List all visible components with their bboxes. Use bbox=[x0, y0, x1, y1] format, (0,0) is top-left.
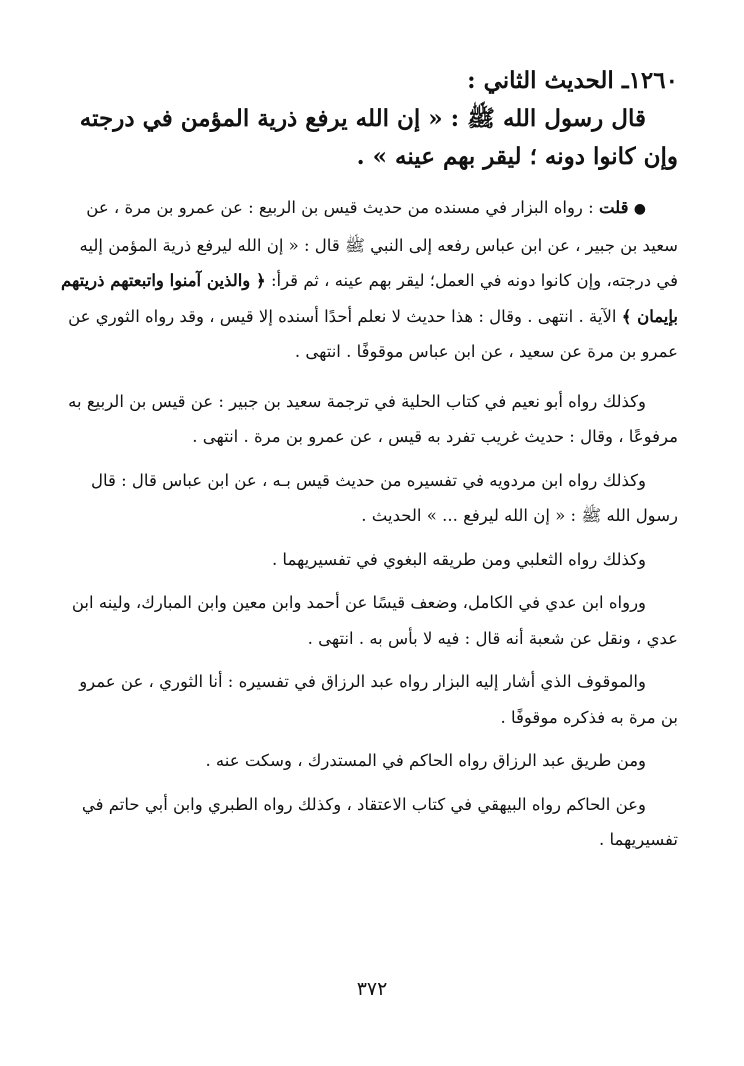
hadith-number: ١٢٦٠ bbox=[628, 67, 678, 94]
hadith-text: قال رسول الله ﷺ : « إن الله يرفع ذرية المؤمن في درجته وإن كانوا دونه ؛ ليقر بهم عينه » . bbox=[79, 105, 678, 170]
narration-paragraph: ورواه ابن عدي في الكامل، وضعف قيسًا عن أحمد وابن معين وابن المبارك، ولينه ابن عدي ، ونقل عن شعبة أنه قال : فيه لا بأس به . انتهى . bbox=[71, 593, 678, 648]
commentary-text-b: الآية . انتهى . وقال : هذا حديث لا نعلم أحدًا أسنده إلا قيس ، وقد رواه الثوري عن عمرو بن مرة عن سعيد ، عن ابن عباس موقوفًا . انتهى . bbox=[68, 306, 678, 361]
narration-paragraph: ومن طريق عبد الرزاق رواه الحاكم في المستدرك ، وسكت عنه . bbox=[205, 751, 646, 770]
page-number: ٣٧٢ bbox=[356, 978, 388, 1000]
hadith-heading bbox=[60, 62, 678, 100]
commentary-text-a: : رواه البزار في مسنده من حديث قيس بن الربيع : عن عمرو بن مرة ، عن سعيد بن جبير ، عن ابن عباس رفعه إلى النبي ﷺ قال : « إن الله ليرفع ذرية المؤمن إليه في درجته، وإن كانوا دونه في العمل؛ ليقر بهم عينه ، ثم قرأ: bbox=[79, 198, 678, 290]
commentary bbox=[60, 190, 678, 370]
narration-paragraph: وكذلك رواه أبو نعيم في كتاب الحلية في ترجمة سعيد بن جبير : عن قيس بن الربيع به مرفوعًا ، وقال : حديث غريب تفرد به قيس ، عن عمرو بن مرة . انتهى . bbox=[68, 391, 678, 446]
narration-paragraph: والموقوف الذي أشار إليه البزار رواه عبد الرزاق في تفسيره : أنا الثوري ، عن عمرو بن مرة به فذكره موقوفًا . bbox=[79, 672, 678, 727]
narration-paragraph: وعن الحاكم رواه البيهقي في كتاب الاعتقاد ، وكذلك رواه الطبري وابن أبي حاتم في تفسيريهما . bbox=[81, 794, 678, 849]
heading-dash: ـ bbox=[621, 67, 629, 94]
qultu-label: قلت bbox=[598, 198, 629, 217]
additional-narrations bbox=[60, 384, 678, 858]
narration-paragraph: وكذلك رواه الثعلبي ومن طريقه البغوي في تفسيريهما . bbox=[271, 549, 646, 569]
bullet-icon: ● bbox=[633, 201, 646, 217]
quran-quote: ﴿ والذين آمنوا واتبعتهم ذريتهم بإيمان ﴾ bbox=[61, 271, 678, 326]
narration-paragraph: وكذلك رواه ابن مردويه في تفسيره من حديث قيس بـه ، عن ابن عباس قال : قال رسول الله ﷺ : « إن الله ليرفع ... » الحديث . bbox=[90, 470, 678, 525]
commentary-paragraph bbox=[60, 190, 678, 370]
page-content bbox=[60, 62, 678, 858]
heading-title: الحديث الثاني : bbox=[467, 67, 614, 94]
